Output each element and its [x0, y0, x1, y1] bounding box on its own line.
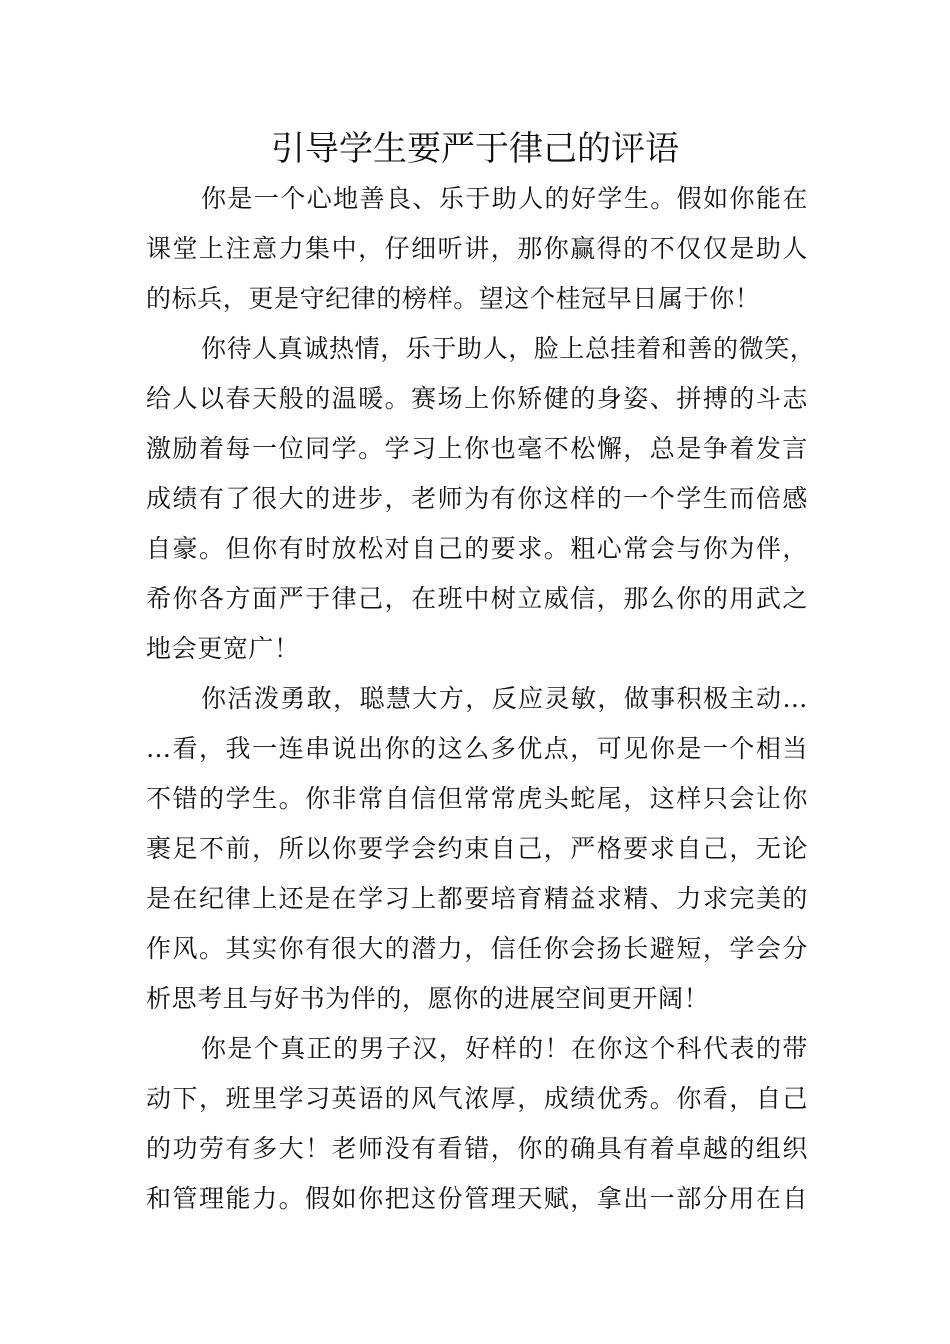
paragraph-3-line-2: …看，我一连串说出你的这么多优点，可见你是一个相当 — [146, 734, 808, 763]
paragraph-1-line-2: 课堂上注意力集中，仔细听讲，那你赢得的不仅仅是助人 — [146, 234, 808, 263]
paragraph-2-line-3: 激励着每一位同学。学习上你也毫不松懈，总是争着发言 — [146, 434, 808, 463]
paragraph-4-line-2: 动下，班里学习英语的风气浓厚，成绩优秀。你看，自己 — [146, 1084, 808, 1113]
paragraph-4-line-4: 和管理能力。假如你把这份管理天赋，拿出一部分用在自 — [146, 1184, 808, 1213]
document-body — [146, 174, 816, 1224]
paragraph-2-line-4: 成绩有了很大的进步，老师为有你这样的一个学生而倍感 — [146, 484, 808, 513]
paragraph-1-line-1: 你是一个心地善良、乐于助人的好学生。假如你能在 — [201, 184, 808, 213]
paragraph-2-line-6: 希你各方面严于律己，在班中树立威信，那么你的用武之 — [146, 584, 808, 613]
document-title: 引导学生要严于律己的评语 — [271, 129, 679, 169]
paragraph-4-line-3: 的功劳有多大！老师没有看错，你的确具有着卓越的组织 — [146, 1134, 808, 1163]
paragraph-3-line-1: 你活泼勇敢，聪慧大方，反应灵敏，做事积极主动… — [201, 684, 808, 713]
paragraph-1-line-3: 的标兵，更是守纪律的榜样。望这个桂冠早日属于你！ — [146, 284, 761, 313]
paragraph-3-line-4: 裹足不前，所以你要学会约束自己，严格要求自己，无论 — [146, 834, 808, 863]
paragraph-3-line-6: 作风。其实你有很大的潜力，信任你会扬长避短，学会分 — [146, 934, 808, 963]
paragraph-3-line-3: 不错的学生。你非常自信但常常虎头蛇尾，这样只会让你 — [146, 784, 808, 813]
paragraph-2-line-2: 给人以春天般的温暖。赛场上你矫健的身姿、拼搏的斗志 — [146, 384, 808, 413]
paragraph-2-line-7: 地会更宽广！ — [146, 634, 300, 663]
paragraph-4-line-1: 你是个真正的男子汉，好样的！在你这个科代表的带 — [201, 1034, 808, 1063]
paragraph-2-line-5: 自豪。但你有时放松对自己的要求。粗心常会与你为伴， — [146, 534, 808, 563]
paragraph-3-line-5: 是在纪律上还是在学习上都要培育精益求精、力求完美的 — [146, 884, 808, 913]
paragraph-2-line-1: 你待人真诚热情，乐于助人，脸上总挂着和善的微笑， — [201, 334, 816, 363]
paragraph-3-line-7: 析思考且与好书为伴的，愿你的进展空间更开阔！ — [146, 984, 710, 1013]
